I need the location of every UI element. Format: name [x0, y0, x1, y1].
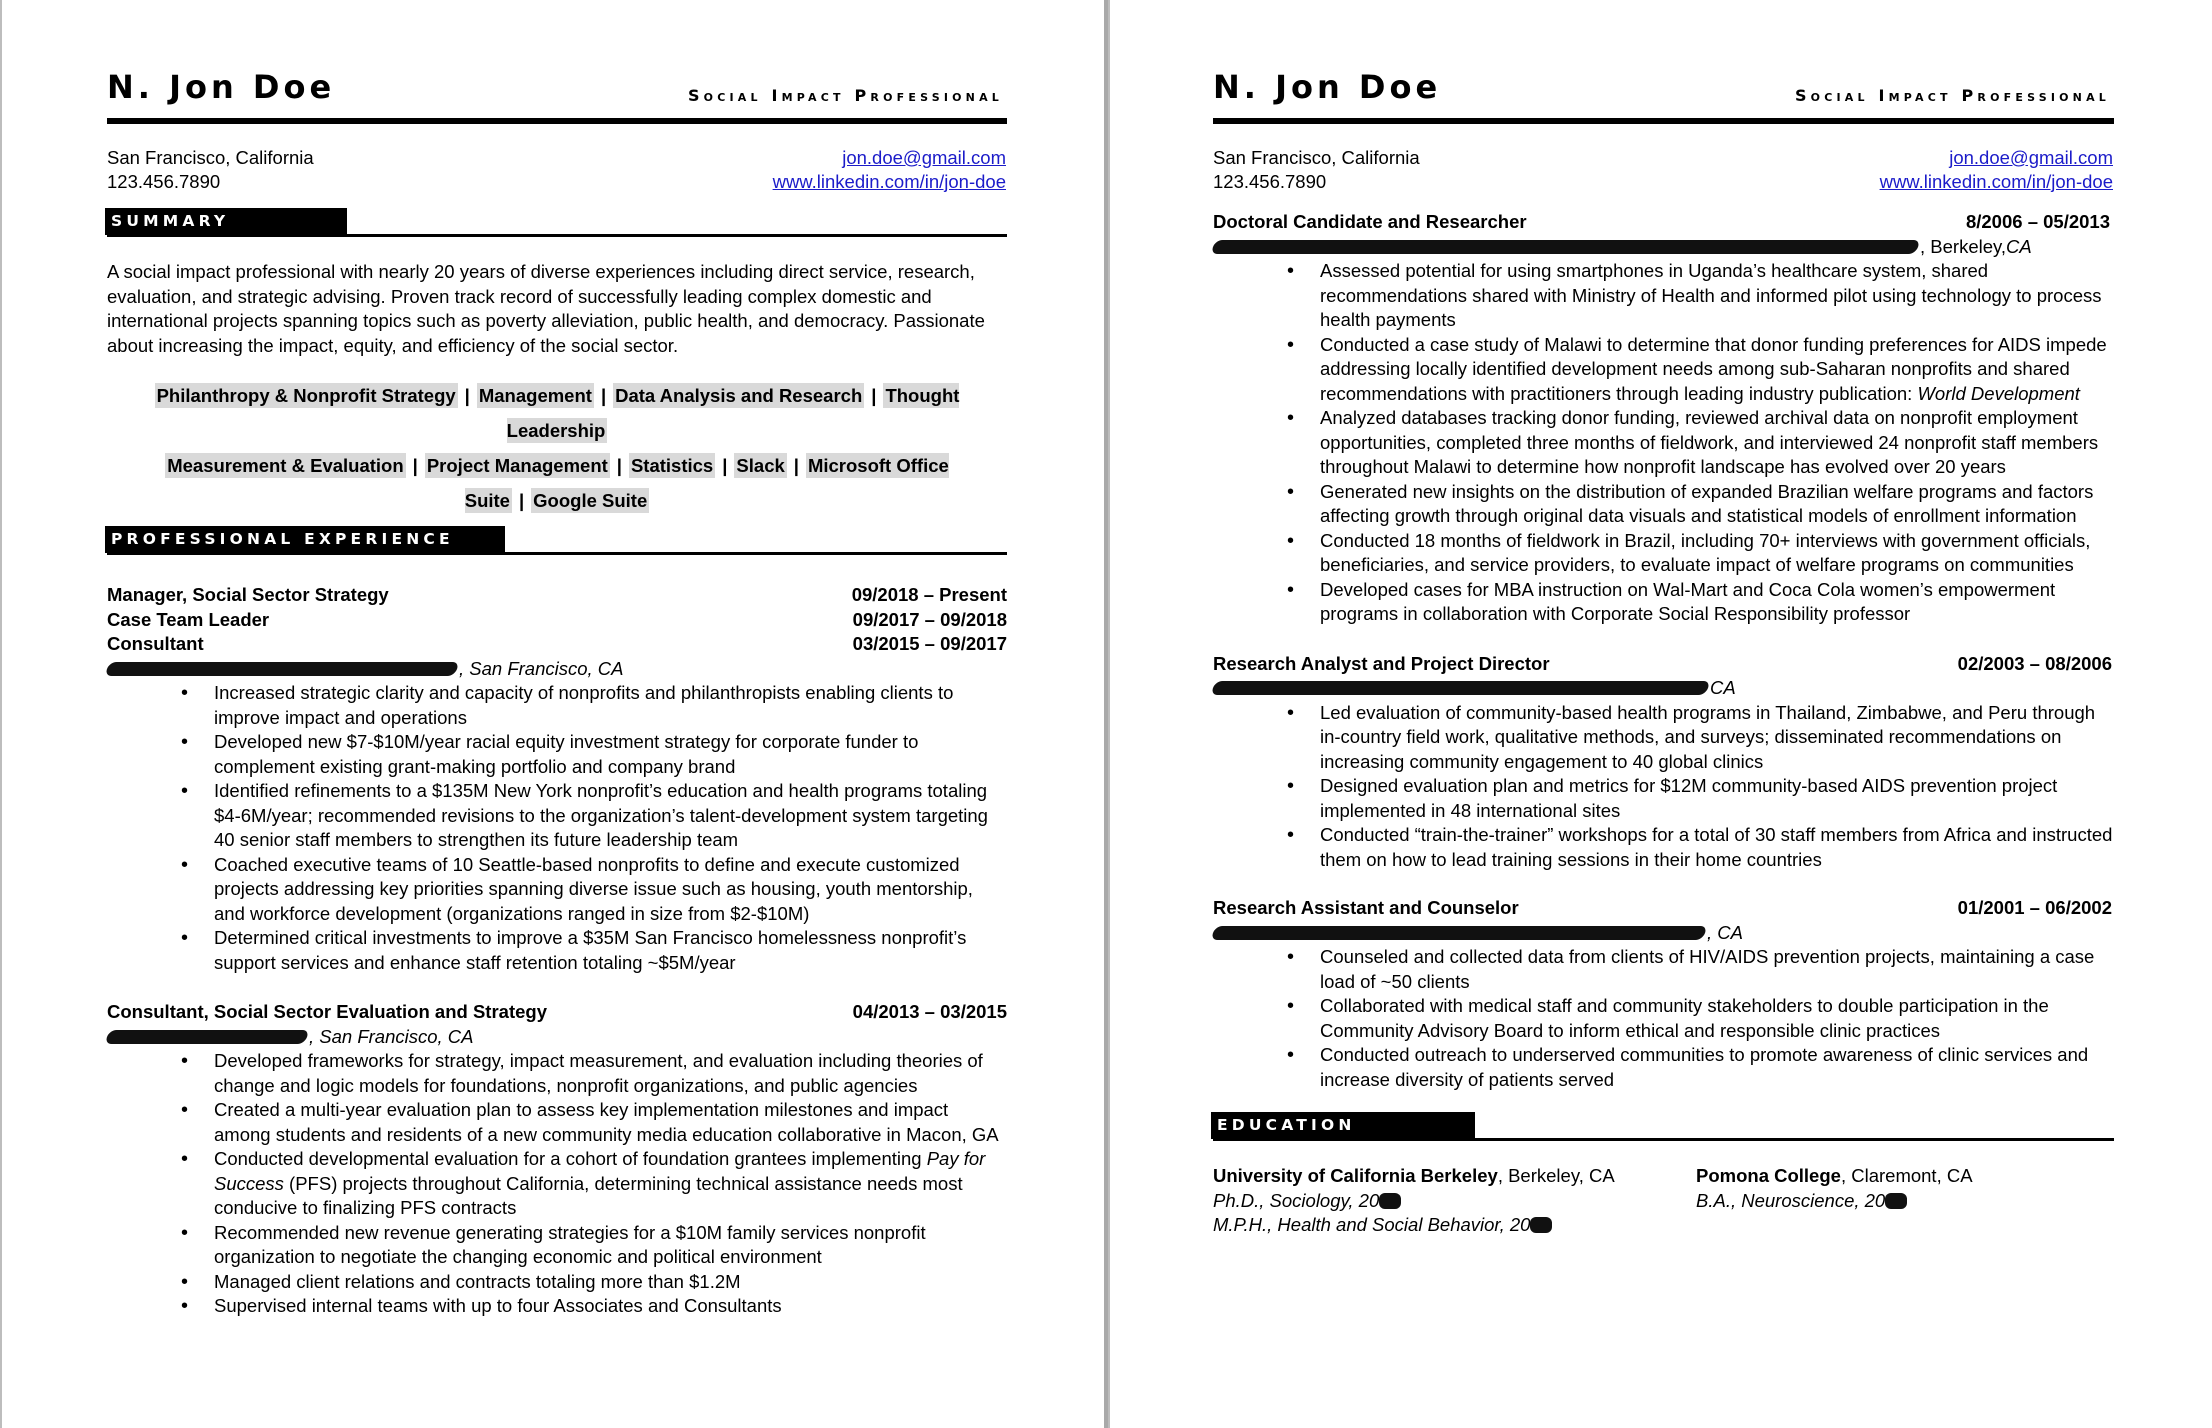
- bullet-item: [107, 1147, 1007, 1221]
- job-entry-2: [107, 1000, 1007, 1319]
- bullet-item: • Determined critical investments to improve a $35M San Francisco homelessness nonprofit’s support services and enhance staff retention totaling ~$5M/year: [107, 926, 1007, 975]
- skill-tag: Microsoft Office Suite: [464, 455, 949, 511]
- skill-tag: Thought Leadership: [506, 385, 960, 441]
- skill-tag: Google Suite: [533, 490, 648, 511]
- school-location: , Claremont, CA: [1840, 1165, 1973, 1186]
- name-heading: N. Jon Doe: [1213, 68, 1442, 106]
- location: San Francisco, California: [1213, 147, 1420, 168]
- degree: B.A., Neuroscience, 20: [1696, 1189, 1886, 1211]
- redaction-mark: [1530, 1217, 1552, 1233]
- redaction-mark: [1379, 1193, 1401, 1209]
- section-rule: [107, 234, 1007, 237]
- phone: 123.456.7890: [107, 171, 221, 192]
- redaction-mark: [1210, 926, 1707, 940]
- summary-text: A social impact professional with nearly 20 years of diverse experiences including direct service, research, evaluation, and strategic advising. Proven track record of successfully leading complex domestic and international projects spanning topics such as poverty alleviation, public health, and democracy. Passionate about increasing the impact, equity, and efficiency of the social sector.: [107, 261, 985, 356]
- job-dates: 09/2017 – 09/2018: [852, 608, 1007, 630]
- email-link[interactable]: jon.doe@gmail.com: [1949, 147, 2113, 168]
- skills-line-2: [107, 448, 1007, 518]
- job-title: Doctoral Candidate and Researcher: [1213, 211, 1527, 232]
- skill-tag: Project Management: [426, 455, 608, 476]
- redaction-mark: [1210, 240, 1920, 254]
- skill-separator: |: [722, 455, 728, 476]
- bullet-item: • Identified refinements to a $135M New York nonprofit’s education and health programs totaling $4-6M/year; recommended revisions to the organization’s talent-development system targeting 40 senior staff members to strengthen its future leadership team: [107, 779, 1007, 853]
- section-label: SUMMARY: [105, 208, 347, 235]
- linkedin-link[interactable]: www.linkedin.com/in/jon-doe: [772, 171, 1006, 192]
- education-entry-1: [1213, 1164, 1696, 1238]
- skill-separator: |: [600, 385, 607, 406]
- degree: Ph.D., Sociology, 20: [1213, 1189, 1380, 1211]
- job-title: Research Analyst and Project Director: [1213, 652, 1550, 674]
- job-title: Research Assistant and Counselor: [1213, 897, 1519, 918]
- location: San Francisco, California: [107, 147, 314, 168]
- bullet-italic-text: World Development: [1917, 382, 2080, 404]
- school-location: , Berkeley, CA: [1497, 1165, 1615, 1186]
- job-title: Manager, Social Sector Strategy: [107, 584, 389, 605]
- bullet-item: • Developed new $7-$10M/year racial equity investment strategy for corporate funder to complement existing grant-making portfolio and company brand: [107, 730, 1007, 779]
- skill-separator: |: [518, 490, 525, 511]
- job-entry-5: [1213, 896, 2114, 1092]
- bullet-item: • Created a multi-year evaluation plan to assess key implementation milestones and impact among students and residents of a new community media education collaborative in Macon, GA: [107, 1098, 1007, 1147]
- resume-page-1: [0, 0, 1104, 1428]
- job-title: Consultant, Social Sector Evaluation and Strategy: [107, 1001, 547, 1022]
- section-rule: [107, 552, 1007, 555]
- summary-section-heading: [107, 208, 1007, 238]
- skills-list: [107, 378, 1007, 518]
- name-heading: N. Jon Doe: [107, 68, 336, 106]
- employer-line: [107, 657, 1007, 682]
- professional-title: Social Impact Professional: [1794, 86, 2110, 105]
- education-block: [1213, 1164, 2114, 1238]
- bullet-item: • Recommended new revenue generating strategies for a $10M family services nonprofit organization to negotiate the changing economic and political environment: [107, 1221, 1007, 1270]
- employer-line: [1213, 921, 2114, 946]
- contact-block: [1213, 124, 2114, 194]
- skill-tag: Slack: [736, 455, 785, 476]
- redaction-mark: [1885, 1193, 1907, 1209]
- job-dates: 04/2013 – 03/2015: [852, 1001, 1007, 1022]
- resume-header: [1213, 0, 2114, 124]
- section-label: EDUCATION: [1211, 1112, 1475, 1139]
- job-dates: 09/2018 – Present: [851, 584, 1007, 605]
- email-link[interactable]: jon.doe@gmail.com: [842, 147, 1006, 168]
- bullet-item: • Managed client relations and contracts totaling more than $1.2M: [107, 1270, 1007, 1295]
- job-dates: 8/2006 – 05/2013: [1965, 211, 2110, 232]
- job-location: CA: [1710, 677, 1736, 698]
- bullet-text: Conducted a case study of Malawi to determine that donor funding preferences for AIDS impede addressing locally identified development needs among sub-Saharan nonprofits and shared recommendations with practitioners through leading industry publication:: [1320, 333, 2107, 404]
- section-rule: [1213, 1138, 2114, 1141]
- skill-separator: |: [793, 455, 799, 476]
- bullet-list: [1213, 945, 2114, 1092]
- job-location: , San Francisco, CA: [309, 1025, 474, 1047]
- job-location: , Berkeley,: [1920, 235, 2007, 257]
- bullet-item: • Designed evaluation plan and metrics for $12M community-based AIDS prevention project implemented in 48 international sites: [1213, 774, 2114, 823]
- skill-separator: |: [871, 385, 877, 406]
- job-title: Case Team Leader: [107, 608, 270, 630]
- bullet-italic-text: Pay for Success: [214, 1148, 986, 1194]
- bullet-item: • Supervised internal teams with up to four Associates and Consultants: [107, 1294, 1007, 1319]
- bullet-item: • Counseled and collected data from clients of HIV/AIDS prevention projects, maintaining a case load of ~50 clients: [1213, 945, 2114, 994]
- skills-line-1: [107, 378, 1007, 448]
- bullet-item: • Conducted “train-the-trainer” workshops for a total of 30 staff members from Africa and instructed them on how to lead training sessions in their home countries: [1213, 823, 2114, 872]
- skill-tag: Statistics: [630, 455, 714, 476]
- school-name: Pomona College: [1696, 1165, 1841, 1186]
- skill-separator: |: [616, 455, 622, 476]
- professional-title: Social Impact Professional: [687, 86, 1003, 105]
- degree: M.P.H., Health and Social Behavior, 20: [1213, 1214, 1531, 1235]
- resume-header: [107, 0, 1007, 124]
- job-dates: 02/2003 – 08/2006: [1957, 652, 2112, 674]
- job-location: , CA: [1707, 921, 1743, 943]
- phone: 123.456.7890: [1213, 171, 1327, 192]
- bullet-item: • Developed frameworks for strategy, impact measurement, and evaluation including theories of change and logic models for foundations, nonprofit organizations, and public agencies: [107, 1049, 1007, 1098]
- resume-page-2: [1108, 0, 2212, 1428]
- employer-line: [1213, 235, 2114, 260]
- bullet-list: [107, 1049, 1007, 1319]
- bullet-item: • Collaborated with medical staff and community stakeholders to double participation in the Community Advisory Board to inform ethical and responsible clinic practices: [1213, 994, 2114, 1043]
- bullet-item: • Increased strategic clarity and capacity of nonprofits and philanthropists enabling clients to improve impact and operations: [107, 681, 1007, 730]
- bullet-text: (PFS) projects throughout California, determining technical assistance needs most conducive to finalizing PFS contracts: [214, 1172, 963, 1218]
- job-entry-1: [107, 583, 1007, 975]
- skill-tag: Philanthropy & Nonprofit Strategy: [156, 385, 456, 406]
- skill-tag: Measurement & Evaluation: [167, 455, 404, 476]
- bullet-list: [1213, 701, 2114, 873]
- bullet-item: • Conducted outreach to underserved communities to promote awareness of clinic services and increase diversity of patients served: [1213, 1043, 2114, 1092]
- job-title: Consultant: [107, 633, 204, 654]
- job-location: , San Francisco, CA: [459, 657, 624, 679]
- bullet-list: [1213, 259, 2114, 627]
- experience-section-heading: [107, 526, 1007, 556]
- skill-tag: Data Analysis and Research: [615, 385, 863, 406]
- redaction-mark: [104, 1030, 309, 1044]
- section-label: PROFESSIONAL EXPERIENCE: [105, 526, 505, 553]
- redaction-mark: [1210, 681, 1710, 695]
- bullet-item: • Analyzed databases tracking donor funding, reviewed archival data on nonprofit employment opportunities, completed three months of fieldwork, and interviewed 24 nonprofit staff members throughout Malawi to determine how nonprofit landscape has evolved over 20 years: [1213, 406, 2114, 480]
- bullet-item: [1213, 333, 2114, 407]
- education-section-heading: [1213, 1112, 2114, 1142]
- skill-tag: Management: [478, 385, 592, 406]
- bullet-item: • Generated new insights on the distribution of expanded Brazilian welfare programs and factors affecting growth through original data visuals and statistical models of enrollment information: [1213, 480, 2114, 529]
- bullet-item: • Led evaluation of community-based health programs in Thailand, Zimbabwe, and Peru through in-country field work, qualitative methods, and surveys; disseminated recommendations on increasing community engagement to 40 global clinics: [1213, 701, 2114, 775]
- bullet-text: Conducted developmental evaluation for a cohort of foundation grantees implementing: [214, 1148, 927, 1169]
- employer-line: [1213, 676, 2114, 701]
- bullet-item: • Coached executive teams of 10 Seattle-based nonprofits to define and execute customized projects addressing key priorities spanning diverse issue such as housing, youth mentorship, and workforce development (organizations ranged in size from $2-$10M): [107, 853, 1007, 927]
- bullet-item: • Developed cases for MBA instruction on Wal-Mart and Coca Cola women’s empowerment programs in collaboration with Corporate Social Responsibility professor: [1213, 578, 2114, 627]
- job-dates: 03/2015 – 09/2017: [852, 633, 1007, 654]
- education-entry-2: [1696, 1164, 1973, 1238]
- job-location-state: CA: [2006, 235, 2032, 257]
- school-name: University of California Berkeley: [1213, 1165, 1498, 1186]
- bullet-item: • Conducted 18 months of fieldwork in Brazil, including 70+ interviews with government officials, beneficiaries, and service providers, to evaluate impact of welfare programs on communities: [1213, 529, 2114, 578]
- linkedin-link[interactable]: www.linkedin.com/in/jon-doe: [1879, 171, 2113, 192]
- bullet-item: • Assessed potential for using smartphones in Uganda’s healthcare system, shared recommendations shared with Ministry of Health and informed pilot using technology to process health payments: [1213, 259, 2114, 333]
- job-dates: 01/2001 – 06/2002: [1957, 897, 2112, 918]
- employer-line: [107, 1025, 1007, 1050]
- skill-separator: |: [412, 455, 418, 476]
- skill-separator: |: [464, 385, 470, 406]
- contact-block: [107, 124, 1007, 194]
- job-entry-4: [1213, 652, 2114, 873]
- redaction-mark: [104, 662, 459, 676]
- bullet-list: [107, 681, 1007, 975]
- job-entry-3: [1213, 210, 2114, 627]
